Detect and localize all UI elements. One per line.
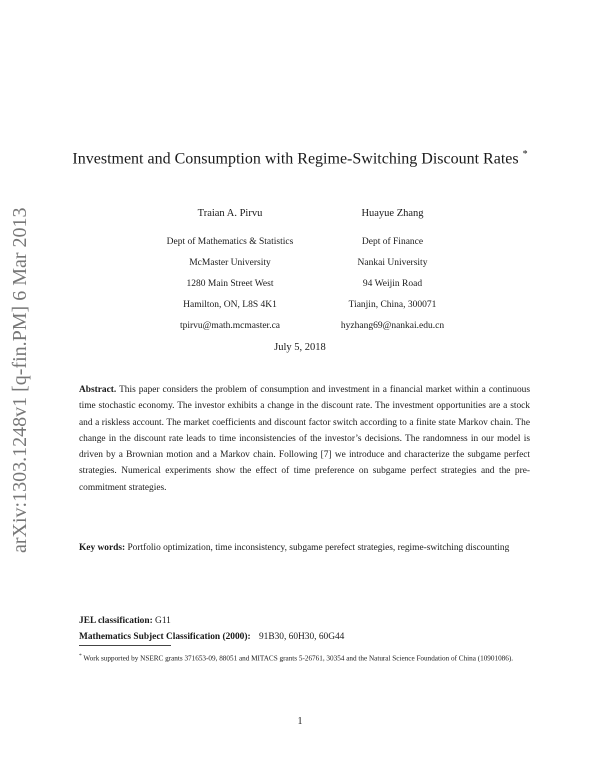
keywords-label: Key words: xyxy=(79,543,126,553)
author-block-1 xyxy=(140,203,320,337)
msc-value: 91B30, 60H30, 60G44 xyxy=(258,632,345,642)
arxiv-identifier: arXiv:1303.1248v1 [q-fin.PM] 6 Mar 2013 xyxy=(9,207,31,553)
title-footnote-mark: * xyxy=(522,149,528,160)
msc-classification xyxy=(79,628,344,646)
footnote-rule xyxy=(79,645,171,646)
author-address-line: 1280 Main Street West xyxy=(186,279,274,289)
author-email: tpirvu@math.mcmaster.ca xyxy=(179,321,281,331)
title-text: Investment and Consumption with Regime-Switching Discount Rates xyxy=(72,150,519,168)
keywords xyxy=(79,540,530,556)
author-address-line: Tianjin, China, 300071 xyxy=(348,300,437,310)
page-number: 1 xyxy=(297,716,303,727)
jel-value: G11 xyxy=(155,616,171,626)
msc-label: Mathematics Subject Classification (2000): xyxy=(79,632,251,642)
abstract-label: Abstract. xyxy=(79,385,117,395)
author-name: Traian A. Pirvu xyxy=(197,208,263,219)
author-affiliation-line: McMaster University xyxy=(189,258,271,268)
author-block-2 xyxy=(320,203,465,337)
keywords-text: Portfolio optimization, time inconsistency, subgame perefect strategies, regime-switching discounting xyxy=(127,543,510,553)
footnote-text: Work supported by NSERC grants 371653-09, 88051 and MITACS grants 5-26761, 30354 and the Natural Science Foundation of China (10901086). xyxy=(83,654,514,663)
paper-date: July 5, 2018 xyxy=(274,342,326,353)
author-address-line: 94 Weijin Road xyxy=(362,279,423,289)
paper-title xyxy=(60,143,540,171)
abstract xyxy=(79,382,530,496)
author-name: Huayue Zhang xyxy=(361,208,424,219)
author-affiliation-line: Nankai University xyxy=(357,258,428,268)
author-affiliation-line: Dept of Mathematics & Statistics xyxy=(166,237,294,247)
author-affiliation-line: Dept of Finance xyxy=(361,237,424,247)
footnote-mark: * xyxy=(79,653,82,659)
jel-label: JEL classification: xyxy=(79,616,153,626)
footnote xyxy=(79,650,530,665)
author-email: hyzhang69@nankai.edu.cn xyxy=(340,321,445,331)
abstract-text: This paper considers the problem of consumption and investment in a financial market within a continuous time stochastic economy. The investor exhibits a change in the discount rate. The investment opportunities are a stock and a riskless account. The market coefficients and discount factor switch according to a finite state Markov chain. The change in the discount rate leads to time inconsistencies of the investor’s decisions. The randomness in our model is driven by a Brownian motion and a Markov chain. Following [7] we introduce and characterize the subgame perfect strategies. Numerical experiments show the effect of time preference on subgame perfect strategies and the pre-commitment strategies. xyxy=(79,385,530,493)
author-address-line: Hamilton, ON, L8S 4K1 xyxy=(183,300,277,310)
